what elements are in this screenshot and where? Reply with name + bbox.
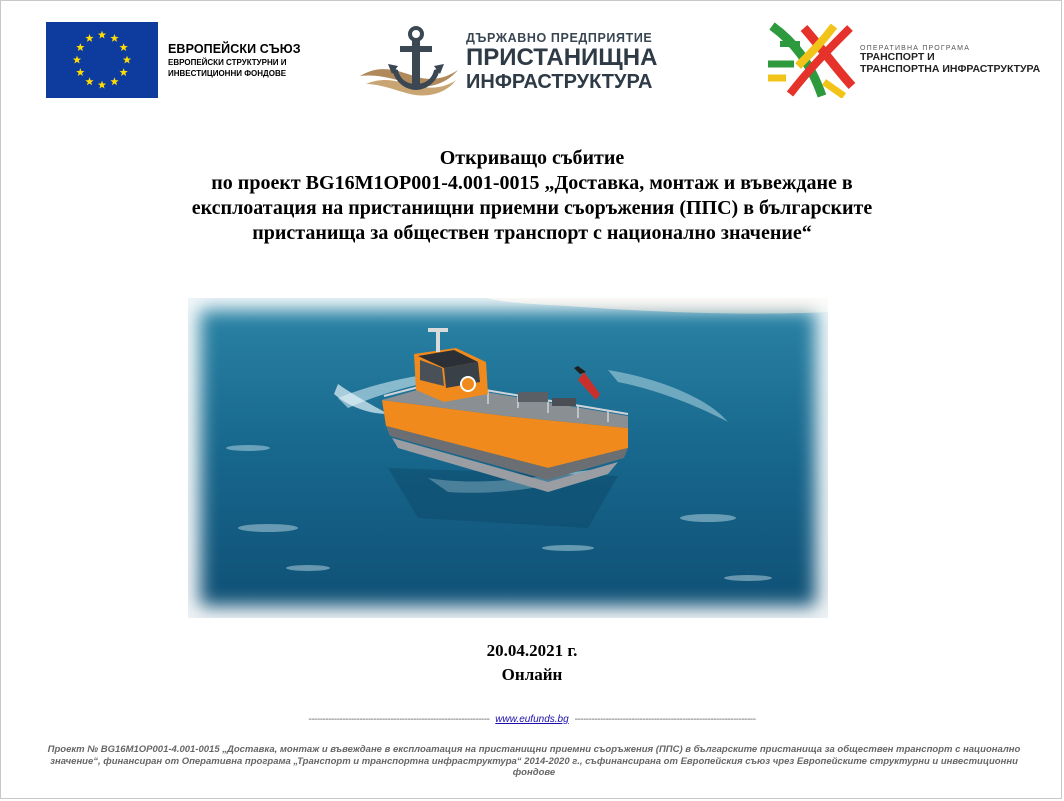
eu-logo-text [168, 42, 301, 78]
eu-star-icon [76, 43, 84, 51]
title-line-3: експлоатация на пристанищни приемни съоръжения (ППС) в българските [191, 197, 873, 219]
title-line-2: по проект BG16M1OP001-4.001-0015 „Доставка, монтаж и въвеждане в [211, 172, 853, 194]
eu-logo-subtitle-1: ЕВРОПЕЙСКИ СТРУКТУРНИ И [168, 58, 287, 67]
footer-dashes-right: ---------------------------------------------------------------- [574, 714, 756, 725]
op-logo-text [860, 45, 1040, 75]
event-title [60, 146, 1004, 246]
operational-programme-logo [764, 22, 1040, 98]
eu-star-icon [85, 34, 93, 42]
eu-star-icon [98, 31, 106, 39]
eu-logo-subtitle-2: ИНВЕСТИЦИОННИ ФОНДОВЕ [168, 69, 287, 78]
footer-project-note: Проект № BG16M1OP001-4.001-0015 „Доставка, монтаж и въвеждане в експлоатация на пристанищни приемни съоръжения (ППС) в българските пристанища за обществен транспорт с национално значение“, финансиран от Оперативна програма „Транспорт и транспортна инфраструктура“ 2014-2020 г., съфинансирана от Европейския съюз чрез Европейските структурни и инвестиционни фондове [47, 744, 1021, 778]
port-logo-line2: ПРИСТАНИЩНА [466, 44, 658, 71]
eu-flag-icon [46, 22, 158, 98]
op-logo-line1: ТРАНСПОРТ И [860, 51, 935, 63]
footer-link-row [0, 714, 1064, 725]
port-logo-line3: ИНФРАСТРУКТУРА [466, 71, 653, 93]
transport-program-icon [764, 22, 858, 98]
eu-star-icon [110, 34, 118, 42]
eu-star-icon [119, 43, 127, 51]
event-date: 20.04.2021 г. [486, 641, 578, 660]
eufunds-link[interactable]: www.eufunds.bg [495, 714, 569, 725]
title-line-1: Откриващо събитие [439, 147, 625, 169]
eu-star-icon [73, 56, 81, 64]
eu-star-icon [123, 56, 131, 64]
eu-logo-title: ЕВРОПЕЙСКИ СЪЮЗ [168, 42, 301, 56]
eu-star-icon [98, 81, 106, 89]
port-infrastructure-logo [356, 24, 657, 100]
op-logo-small: ОПЕРАТИВНА ПРОГРАМА [860, 45, 971, 52]
event-location: Онлайн [501, 665, 563, 684]
port-logo-text [466, 31, 657, 93]
boat-photo [188, 298, 828, 618]
eu-star-icon [119, 68, 127, 76]
footer-dashes-left: ---------------------------------------------------------------- [308, 714, 490, 725]
port-logo-line1: ДЪРЖАВНО ПРЕДПРИЯТИЕ [466, 31, 653, 45]
title-line-4: пристанища за обществен транспорт с национално значение“ [252, 222, 812, 244]
op-logo-line2: ТРАНСПОРТНА ИНФРАСТРУКТУРА [860, 62, 1041, 75]
eu-star-icon [85, 77, 93, 85]
eu-logo [46, 22, 301, 98]
eu-star-icon [76, 68, 84, 76]
anchor-icon [356, 24, 460, 100]
eu-star-icon [110, 77, 118, 85]
